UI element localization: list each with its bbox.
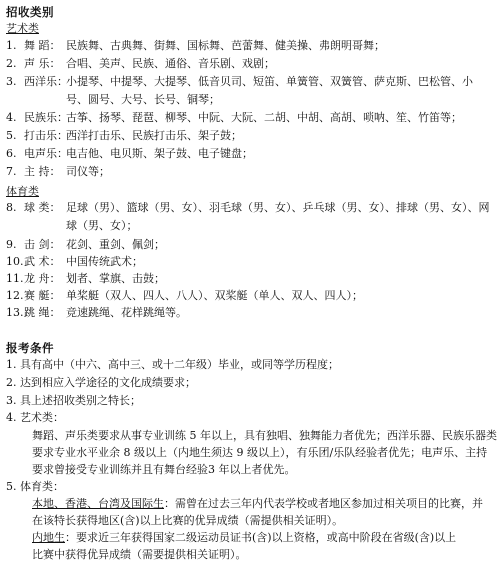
requirement-2: 2. 达到相应入学途径的文化成绩要求； [6,376,196,389]
item-number: 8. [6,201,17,214]
sports-item-8 [6,199,492,217]
art-item-1 [6,37,492,55]
item-name: 西洋乐： [24,75,68,88]
item-number: 12. [6,289,24,302]
item-name: 民族乐： [24,111,68,124]
sports-item-13 [6,304,492,322]
item-name: 赛 艇： [24,289,61,302]
item-number: 3. [6,75,17,88]
item-content: 小提琴、中提琴、大提琴、低音贝司、短笛、单簧管、双簧管、萨克斯、巴松管、小 [66,75,473,88]
sports-item-10 [6,253,492,271]
item-name: 击 剑： [24,238,61,251]
sports-local-text: ：需曾在过去三年内代表学校或者地区参加过相关项目的比赛，并 [164,497,483,510]
item-name: 武 术： [24,255,61,268]
item-name: 电声乐： [24,147,68,160]
requirement-1: 1. 具有高中（中六、高中三、或十二年级）毕业，或同等学历程度； [6,358,339,371]
art-item-2 [6,55,492,73]
requirement-5: 5. 体育类： [6,480,64,493]
item-number: 5. [6,129,17,142]
sports-item-8-continued: 球（男、女）； [66,219,138,232]
item-number: 7. [6,165,17,178]
art-item-7 [6,163,492,181]
art-item-6 [6,145,492,163]
sports-local-line-2: 在该特长获得地区(含)以上比赛的优异成绩（需提供相关证明）。 [32,514,344,527]
item-name: 主 持： [24,165,61,178]
item-name: 声 乐： [24,57,61,70]
sports-item-11 [6,270,492,288]
item-number: 4. [6,111,17,124]
art-requirement-line-1: 舞蹈、声乐类要求从事专业训练 5 年以上，具有独唱、独舞能力者优先；西洋乐器、民族乐器类 [32,429,497,442]
section-title-categories: 招收类别 [6,5,54,19]
sports-mainland-label: 内地生 [32,531,65,544]
item-content: 单桨艇（双人、四人、八人）、双桨艇（单人、双人、四人）； [66,289,363,302]
item-name: 舞 蹈： [24,39,61,52]
item-name: 龙 舟： [24,272,61,285]
requirement-4: 4. 艺术类： [6,411,64,424]
art-item-5 [6,127,492,145]
sports-local-label: 本地、香港、台湾及国际生 [32,497,164,510]
subtitle-art: 艺术类 [6,22,39,35]
sports-mainland-line-2: 比赛中获得优异成绩（需要提供相关证明）。 [32,548,247,561]
item-number: 9. [6,238,17,251]
item-content: 合唱、美声、民族、通俗、音乐剧、戏剧； [66,57,275,70]
sports-mainland-text: ：要求近三年获得国家二级运动员证书(含)以上资格，或高中阶段在省级(含)以上 [65,531,457,544]
item-content: 足球（男）、篮球（男、女）、羽毛球（男、女）、乒乓球（男、女）、排球（男、女）、网 [66,201,490,214]
item-number: 10. [6,255,24,268]
art-requirement-line-3: 要求曾接受专业训练并且有舞台经验3 年以上者优先。 [32,463,296,476]
item-content: 竞速跳绳、花样跳绳等。 [66,306,187,319]
art-item-3-continued: 号、圆号、大号、长号、铜琴； [66,93,220,106]
item-number: 11. [6,272,24,285]
item-number: 1. [6,39,17,52]
sports-mainland-line-1 [32,529,490,546]
item-content: 中国传统武术； [66,255,143,268]
art-item-3 [6,73,492,91]
item-number: 13. [6,306,24,319]
item-number: 2. [6,57,17,70]
requirement-3: 3. 具上述招收类别之特长； [6,394,141,407]
item-number: 6. [6,147,17,160]
sports-local-line-1 [32,495,490,512]
item-content: 古筝、扬琴、琵琶、柳琴、中阮、大阮、二胡、中胡、高胡、唢呐、笙、竹笛等； [66,111,462,124]
item-content: 西洋打击乐、民族打击乐、架子鼓； [66,129,242,142]
item-content: 民族舞、古典舞、街舞、国标舞、芭蕾舞、健美操、弗朗明哥舞； [66,39,385,52]
item-content: 花剑、重剑、佩剑； [66,238,165,251]
section-title-requirements: 报考条件 [6,341,54,355]
sports-item-9 [6,236,492,254]
art-requirement-line-2: 要求专业水平业余 8 级以上（内地生须达 9 级以上），有乐团/乐队经验者优先；电声乐、主持 [32,446,488,459]
item-name: 球 类： [24,201,61,214]
art-item-4 [6,109,492,127]
sports-item-12 [6,287,492,305]
item-name: 打击乐： [24,129,68,142]
subtitle-sports: 体育类 [6,185,39,198]
item-content: 电吉他、电贝斯、架子鼓、电子键盘； [66,147,253,160]
item-name: 跳 绳： [24,306,61,319]
item-content: 划者、掌旗、击鼓； [66,272,165,285]
item-content: 司仪等； [66,165,110,178]
